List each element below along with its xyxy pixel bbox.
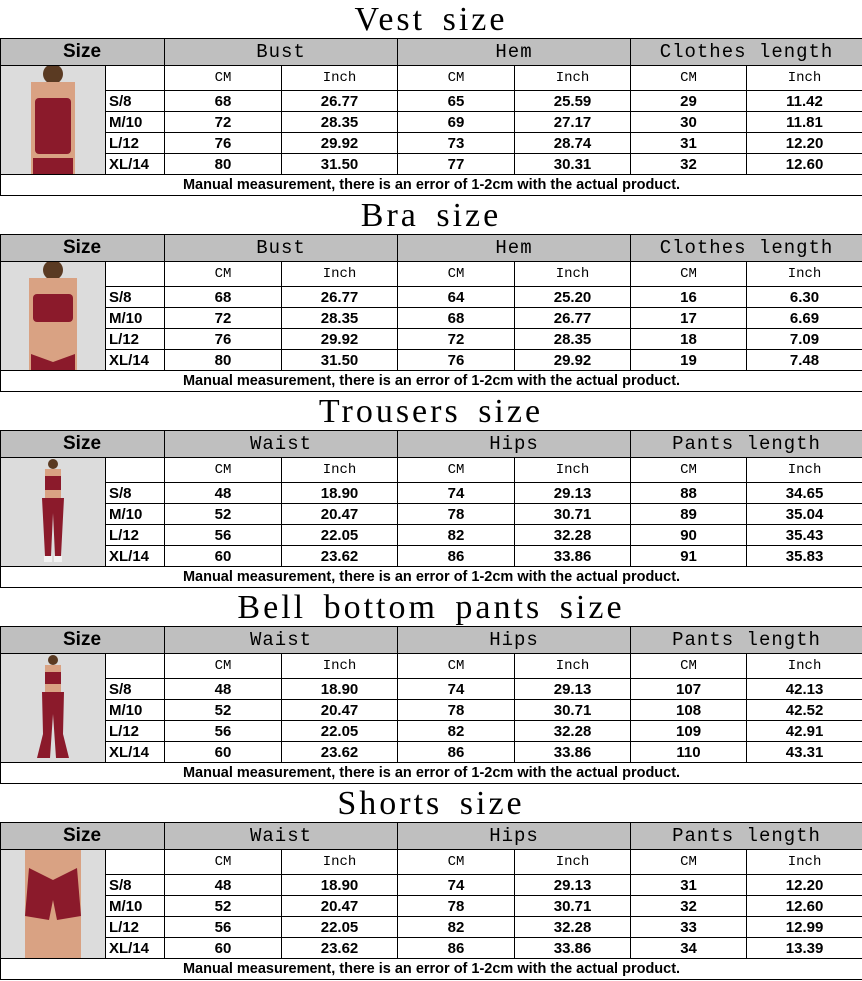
cm-value-cell: 60 bbox=[165, 938, 282, 959]
cm-value-cell: 76 bbox=[165, 329, 282, 350]
inch-value-cell: 31.50 bbox=[282, 154, 398, 175]
cm-value-cell: 29 bbox=[631, 91, 747, 112]
inch-value-cell: 30.71 bbox=[515, 504, 631, 525]
inch-value-cell: 6.30 bbox=[747, 287, 862, 308]
bell-bottom-model-photo bbox=[1, 654, 106, 763]
size-column-header: Size bbox=[1, 235, 165, 262]
inch-value-cell: 25.59 bbox=[515, 91, 631, 112]
size-cell: S/8 bbox=[106, 679, 165, 700]
unit-cm-label: CM bbox=[398, 654, 515, 679]
size-section bbox=[0, 0, 862, 196]
unit-inch-label: Inch bbox=[282, 262, 398, 287]
table-row bbox=[1, 896, 862, 917]
table-row bbox=[1, 875, 862, 896]
cm-value-cell: 32 bbox=[631, 896, 747, 917]
inch-value-cell: 42.52 bbox=[747, 700, 862, 721]
inch-value-cell: 20.47 bbox=[282, 896, 398, 917]
unit-cm-label: CM bbox=[398, 850, 515, 875]
inch-value-cell: 28.35 bbox=[282, 308, 398, 329]
cm-value-cell: 56 bbox=[165, 917, 282, 938]
size-cell: M/10 bbox=[106, 112, 165, 133]
measurement-note: Manual measurement, there is an error of 1-2cm with the actual product. bbox=[1, 959, 862, 980]
inch-value-cell: 33.86 bbox=[515, 742, 631, 763]
inch-value-cell: 7.09 bbox=[747, 329, 862, 350]
unit-cm-label: CM bbox=[631, 654, 747, 679]
cm-value-cell: 52 bbox=[165, 896, 282, 917]
inch-value-cell: 31.50 bbox=[282, 350, 398, 371]
table-row bbox=[1, 287, 862, 308]
cm-value-cell: 76 bbox=[165, 133, 282, 154]
unit-blank-cell bbox=[106, 66, 165, 91]
measurement-note: Manual measurement, there is an error of 1-2cm with the actual product. bbox=[1, 175, 862, 196]
inch-value-cell: 22.05 bbox=[282, 525, 398, 546]
cm-value-cell: 52 bbox=[165, 700, 282, 721]
cm-value-cell: 80 bbox=[165, 350, 282, 371]
unit-inch-label: Inch bbox=[515, 262, 631, 287]
cm-value-cell: 74 bbox=[398, 483, 515, 504]
cm-value-cell: 73 bbox=[398, 133, 515, 154]
inch-value-cell: 26.77 bbox=[282, 287, 398, 308]
size-cell: S/8 bbox=[106, 483, 165, 504]
inch-value-cell: 22.05 bbox=[282, 721, 398, 742]
inch-value-cell: 33.86 bbox=[515, 546, 631, 567]
inch-value-cell: 12.60 bbox=[747, 896, 862, 917]
inch-value-cell: 35.04 bbox=[747, 504, 862, 525]
table-row bbox=[1, 938, 862, 959]
unit-inch-label: Inch bbox=[282, 850, 398, 875]
cm-value-cell: 76 bbox=[398, 350, 515, 371]
size-column-header: Size bbox=[1, 823, 165, 850]
cm-value-cell: 31 bbox=[631, 875, 747, 896]
measure-group-header: Waist bbox=[165, 823, 398, 850]
unit-inch-label: Inch bbox=[515, 458, 631, 483]
inch-value-cell: 25.20 bbox=[515, 287, 631, 308]
measure-group-header: Hips bbox=[398, 431, 631, 458]
cm-value-cell: 77 bbox=[398, 154, 515, 175]
section-title: Bra size bbox=[360, 197, 502, 234]
cm-value-cell: 48 bbox=[165, 483, 282, 504]
table-row bbox=[1, 350, 862, 371]
cm-value-cell: 107 bbox=[631, 679, 747, 700]
measurement-note: Manual measurement, there is an error of 1-2cm with the actual product. bbox=[1, 371, 862, 392]
inch-value-cell: 29.13 bbox=[515, 875, 631, 896]
inch-value-cell: 23.62 bbox=[282, 742, 398, 763]
inch-value-cell: 43.31 bbox=[747, 742, 862, 763]
measure-group-header: Waist bbox=[165, 431, 398, 458]
unit-blank-cell bbox=[106, 654, 165, 679]
size-cell: S/8 bbox=[106, 875, 165, 896]
inch-value-cell: 12.99 bbox=[747, 917, 862, 938]
measure-group-header: Pants length bbox=[631, 823, 862, 850]
cm-value-cell: 74 bbox=[398, 679, 515, 700]
inch-value-cell: 20.47 bbox=[282, 504, 398, 525]
cm-value-cell: 68 bbox=[165, 91, 282, 112]
inch-value-cell: 32.28 bbox=[515, 525, 631, 546]
inch-value-cell: 32.28 bbox=[515, 917, 631, 938]
cm-value-cell: 18 bbox=[631, 329, 747, 350]
unit-cm-label: CM bbox=[165, 66, 282, 91]
cm-value-cell: 64 bbox=[398, 287, 515, 308]
inch-value-cell: 23.62 bbox=[282, 546, 398, 567]
cm-value-cell: 60 bbox=[165, 742, 282, 763]
unit-cm-label: CM bbox=[165, 262, 282, 287]
cm-value-cell: 19 bbox=[631, 350, 747, 371]
unit-inch-label: Inch bbox=[515, 850, 631, 875]
cm-value-cell: 30 bbox=[631, 112, 747, 133]
size-cell: XL/14 bbox=[106, 742, 165, 763]
size-column-header: Size bbox=[1, 39, 165, 66]
inch-value-cell: 28.35 bbox=[515, 329, 631, 350]
inch-value-cell: 12.20 bbox=[747, 133, 862, 154]
inch-value-cell: 23.62 bbox=[282, 938, 398, 959]
inch-value-cell: 29.92 bbox=[515, 350, 631, 371]
inch-value-cell: 18.90 bbox=[282, 679, 398, 700]
unit-cm-label: CM bbox=[631, 66, 747, 91]
measure-group-header: Hips bbox=[398, 627, 631, 654]
size-cell: L/12 bbox=[106, 721, 165, 742]
unit-inch-label: Inch bbox=[282, 654, 398, 679]
unit-cm-label: CM bbox=[631, 262, 747, 287]
unit-cm-label: CM bbox=[165, 458, 282, 483]
table-row bbox=[1, 546, 862, 567]
section-title: Trousers size bbox=[318, 393, 544, 430]
unit-inch-label: Inch bbox=[747, 458, 862, 483]
measure-group-header: Bust bbox=[165, 235, 398, 262]
inch-value-cell: 26.77 bbox=[282, 91, 398, 112]
size-section bbox=[0, 392, 862, 588]
cm-value-cell: 68 bbox=[165, 287, 282, 308]
size-cell: XL/14 bbox=[106, 350, 165, 371]
unit-inch-label: Inch bbox=[747, 66, 862, 91]
table-row bbox=[1, 721, 862, 742]
section-title: Bell bottom pants size bbox=[237, 589, 625, 626]
unit-cm-label: CM bbox=[165, 850, 282, 875]
table-row bbox=[1, 679, 862, 700]
cm-value-cell: 31 bbox=[631, 133, 747, 154]
size-table bbox=[0, 430, 862, 588]
cm-value-cell: 74 bbox=[398, 875, 515, 896]
cm-value-cell: 72 bbox=[165, 308, 282, 329]
table-row bbox=[1, 91, 862, 112]
measure-group-header: Pants length bbox=[631, 627, 862, 654]
inch-value-cell: 26.77 bbox=[515, 308, 631, 329]
measure-group-header: Hem bbox=[398, 235, 631, 262]
table-row bbox=[1, 742, 862, 763]
measure-group-header: Bust bbox=[165, 39, 398, 66]
inch-value-cell: 6.69 bbox=[747, 308, 862, 329]
cm-value-cell: 82 bbox=[398, 917, 515, 938]
cm-value-cell: 78 bbox=[398, 896, 515, 917]
cm-value-cell: 32 bbox=[631, 154, 747, 175]
unit-inch-label: Inch bbox=[282, 66, 398, 91]
inch-value-cell: 32.28 bbox=[515, 721, 631, 742]
cm-value-cell: 82 bbox=[398, 721, 515, 742]
cm-value-cell: 108 bbox=[631, 700, 747, 721]
inch-value-cell: 42.91 bbox=[747, 721, 862, 742]
size-table bbox=[0, 234, 862, 392]
size-table bbox=[0, 626, 862, 784]
inch-value-cell: 35.43 bbox=[747, 525, 862, 546]
cm-value-cell: 69 bbox=[398, 112, 515, 133]
unit-cm-label: CM bbox=[398, 66, 515, 91]
size-cell: L/12 bbox=[106, 917, 165, 938]
table-row bbox=[1, 112, 862, 133]
size-section bbox=[0, 588, 862, 784]
inch-value-cell: 22.05 bbox=[282, 917, 398, 938]
measure-group-header: Waist bbox=[165, 627, 398, 654]
measure-group-header: Hem bbox=[398, 39, 631, 66]
cm-value-cell: 91 bbox=[631, 546, 747, 567]
measurement-note: Manual measurement, there is an error of 1-2cm with the actual product. bbox=[1, 763, 862, 784]
inch-value-cell: 30.31 bbox=[515, 154, 631, 175]
inch-value-cell: 29.13 bbox=[515, 483, 631, 504]
measurement-note: Manual measurement, there is an error of 1-2cm with the actual product. bbox=[1, 567, 862, 588]
inch-value-cell: 33.86 bbox=[515, 938, 631, 959]
cm-value-cell: 56 bbox=[165, 525, 282, 546]
cm-value-cell: 68 bbox=[398, 308, 515, 329]
cm-value-cell: 80 bbox=[165, 154, 282, 175]
unit-blank-cell bbox=[106, 262, 165, 287]
table-row bbox=[1, 917, 862, 938]
cm-value-cell: 56 bbox=[165, 721, 282, 742]
cm-value-cell: 109 bbox=[631, 721, 747, 742]
size-cell: S/8 bbox=[106, 91, 165, 112]
unit-cm-label: CM bbox=[165, 654, 282, 679]
inch-value-cell: 29.92 bbox=[282, 329, 398, 350]
cm-value-cell: 86 bbox=[398, 742, 515, 763]
cm-value-cell: 82 bbox=[398, 525, 515, 546]
unit-inch-label: Inch bbox=[515, 66, 631, 91]
inch-value-cell: 18.90 bbox=[282, 875, 398, 896]
section-title: Vest size bbox=[354, 1, 508, 38]
size-cell: M/10 bbox=[106, 308, 165, 329]
cm-value-cell: 48 bbox=[165, 875, 282, 896]
cm-value-cell: 90 bbox=[631, 525, 747, 546]
measure-group-header: Pants length bbox=[631, 431, 862, 458]
table-row bbox=[1, 133, 862, 154]
table-row bbox=[1, 504, 862, 525]
vest-model-photo bbox=[1, 66, 106, 175]
cm-value-cell: 72 bbox=[165, 112, 282, 133]
cm-value-cell: 78 bbox=[398, 504, 515, 525]
size-cell: M/10 bbox=[106, 700, 165, 721]
unit-blank-cell bbox=[106, 850, 165, 875]
size-column-header: Size bbox=[1, 627, 165, 654]
measure-group-header: Hips bbox=[398, 823, 631, 850]
inch-value-cell: 30.71 bbox=[515, 896, 631, 917]
cm-value-cell: 88 bbox=[631, 483, 747, 504]
inch-value-cell: 29.13 bbox=[515, 679, 631, 700]
measure-group-header: Clothes length bbox=[631, 39, 862, 66]
unit-inch-label: Inch bbox=[747, 850, 862, 875]
cm-value-cell: 34 bbox=[631, 938, 747, 959]
cm-value-cell: 60 bbox=[165, 546, 282, 567]
inch-value-cell: 18.90 bbox=[282, 483, 398, 504]
cm-value-cell: 86 bbox=[398, 546, 515, 567]
table-row bbox=[1, 483, 862, 504]
size-section bbox=[0, 196, 862, 392]
size-cell: M/10 bbox=[106, 504, 165, 525]
measure-group-header: Clothes length bbox=[631, 235, 862, 262]
unit-cm-label: CM bbox=[398, 458, 515, 483]
cm-value-cell: 72 bbox=[398, 329, 515, 350]
table-row bbox=[1, 329, 862, 350]
inch-value-cell: 27.17 bbox=[515, 112, 631, 133]
table-row bbox=[1, 700, 862, 721]
cm-value-cell: 86 bbox=[398, 938, 515, 959]
section-title: Shorts size bbox=[337, 785, 525, 822]
table-row bbox=[1, 308, 862, 329]
inch-value-cell: 12.20 bbox=[747, 875, 862, 896]
inch-value-cell: 35.83 bbox=[747, 546, 862, 567]
cm-value-cell: 52 bbox=[165, 504, 282, 525]
cm-value-cell: 16 bbox=[631, 287, 747, 308]
inch-value-cell: 20.47 bbox=[282, 700, 398, 721]
inch-value-cell: 13.39 bbox=[747, 938, 862, 959]
cm-value-cell: 48 bbox=[165, 679, 282, 700]
table-row bbox=[1, 154, 862, 175]
unit-cm-label: CM bbox=[398, 262, 515, 287]
cm-value-cell: 89 bbox=[631, 504, 747, 525]
inch-value-cell: 12.60 bbox=[747, 154, 862, 175]
unit-blank-cell bbox=[106, 458, 165, 483]
inch-value-cell: 30.71 bbox=[515, 700, 631, 721]
cm-value-cell: 110 bbox=[631, 742, 747, 763]
size-cell: L/12 bbox=[106, 133, 165, 154]
unit-inch-label: Inch bbox=[747, 654, 862, 679]
inch-value-cell: 28.35 bbox=[282, 112, 398, 133]
cm-value-cell: 78 bbox=[398, 700, 515, 721]
unit-cm-label: CM bbox=[631, 850, 747, 875]
size-cell: L/12 bbox=[106, 329, 165, 350]
unit-inch-label: Inch bbox=[515, 654, 631, 679]
size-cell: M/10 bbox=[106, 896, 165, 917]
size-section bbox=[0, 784, 862, 980]
cm-value-cell: 17 bbox=[631, 308, 747, 329]
cm-value-cell: 65 bbox=[398, 91, 515, 112]
size-cell: XL/14 bbox=[106, 546, 165, 567]
unit-inch-label: Inch bbox=[282, 458, 398, 483]
table-row bbox=[1, 525, 862, 546]
cm-value-cell: 33 bbox=[631, 917, 747, 938]
shorts-model-photo bbox=[1, 850, 106, 959]
inch-value-cell: 7.48 bbox=[747, 350, 862, 371]
size-table bbox=[0, 38, 862, 196]
trousers-model-photo bbox=[1, 458, 106, 567]
unit-inch-label: Inch bbox=[747, 262, 862, 287]
size-cell: S/8 bbox=[106, 287, 165, 308]
inch-value-cell: 42.13 bbox=[747, 679, 862, 700]
size-cell: XL/14 bbox=[106, 154, 165, 175]
inch-value-cell: 28.74 bbox=[515, 133, 631, 154]
inch-value-cell: 34.65 bbox=[747, 483, 862, 504]
size-column-header: Size bbox=[1, 431, 165, 458]
size-cell: L/12 bbox=[106, 525, 165, 546]
size-table bbox=[0, 822, 862, 980]
size-cell: XL/14 bbox=[106, 938, 165, 959]
bra-model-photo bbox=[1, 262, 106, 371]
inch-value-cell: 29.92 bbox=[282, 133, 398, 154]
unit-cm-label: CM bbox=[631, 458, 747, 483]
inch-value-cell: 11.81 bbox=[747, 112, 862, 133]
inch-value-cell: 11.42 bbox=[747, 91, 862, 112]
